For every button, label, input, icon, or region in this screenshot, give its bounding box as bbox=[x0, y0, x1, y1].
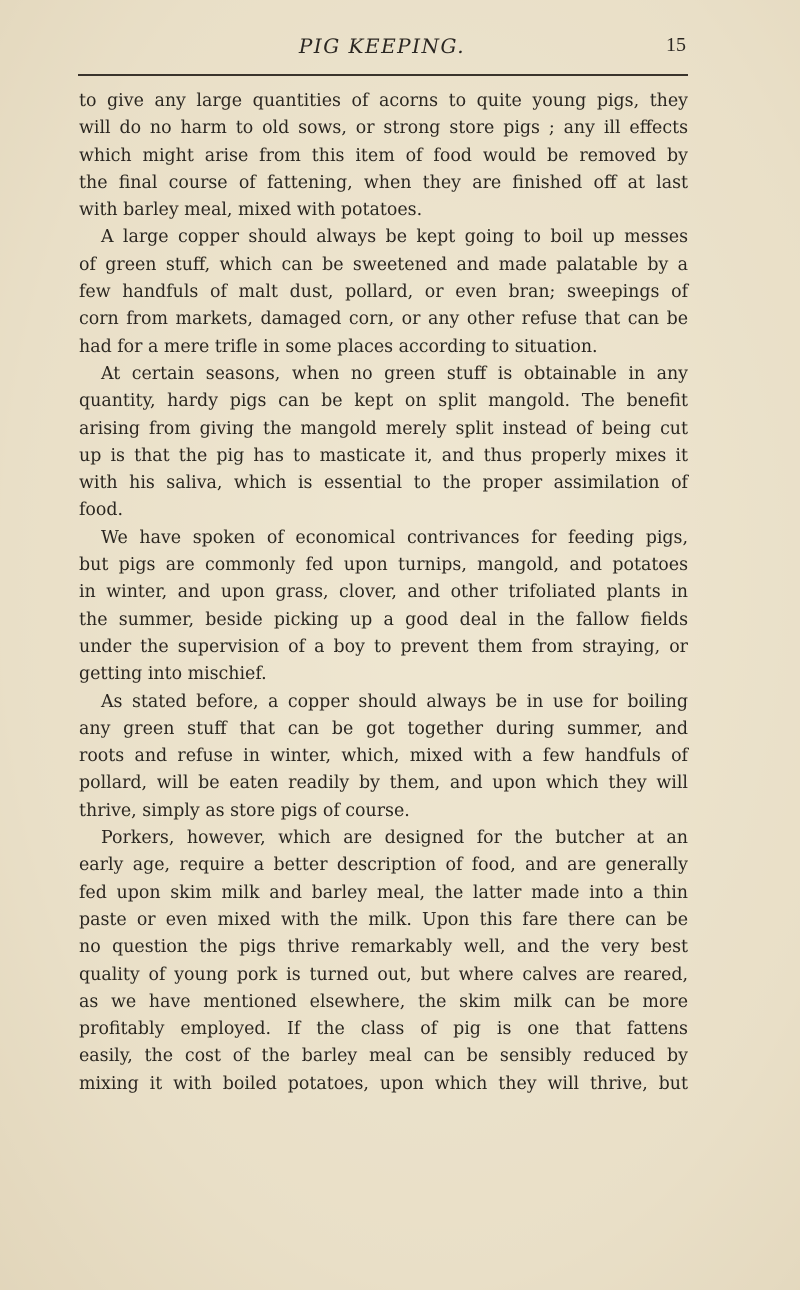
text-line: profitably employed. If the class of pig is one that fattens bbox=[79, 1019, 688, 1040]
text-line: early age, require a better description of food, and are generally bbox=[79, 855, 688, 876]
text-line: had for a mere trifle in some places according to situation. bbox=[79, 336, 598, 357]
text-line: At certain seasons, when no green stuff is obtainable in any bbox=[101, 363, 688, 384]
text-line: any green stuff that can be got together during summer, and bbox=[79, 718, 688, 739]
text-line: easily, the cost of the barley meal can be sensibly reduced by bbox=[79, 1046, 688, 1067]
text-line: paste or even mixed with the milk. Upon this fare there can be bbox=[79, 909, 688, 930]
text-line: As stated before, a copper should always be in use for boiling bbox=[101, 691, 688, 712]
page-header bbox=[78, 30, 686, 70]
text-line: but pigs are commonly fed upon turnips, mangold, and potatoes bbox=[79, 555, 688, 576]
text-line: of green stuff, which can be sweetened and made palatable by a bbox=[79, 254, 688, 275]
text-line: A large copper should always be kept going to boil up messes bbox=[101, 227, 688, 248]
text-line: corn from markets, damaged corn, or any other refuse that can be bbox=[79, 309, 688, 330]
text-line: thrive, simply as store pigs of course. bbox=[79, 800, 410, 821]
text-line: with his saliva, which is essential to the proper assimilation of bbox=[79, 473, 688, 494]
text-line: We have spoken of economical contrivances for feeding pigs, bbox=[101, 527, 688, 548]
text-line: few handfuls of malt dust, pollard, or even bran; sweepings of bbox=[79, 282, 688, 303]
running-title: PIG KEEPING. bbox=[298, 34, 466, 58]
text-line: the final course of fattening, when they are finished off at last bbox=[79, 172, 688, 193]
text-line: roots and refuse in winter, which, mixed with a few handfuls of bbox=[79, 746, 688, 767]
text-line: pollard, will be eaten readily by them, and upon which they will bbox=[79, 773, 688, 794]
text-line: arising from giving the mangold merely split instead of being cut bbox=[79, 418, 688, 439]
text-line: fed upon skim milk and barley meal, the latter made into a thin bbox=[79, 882, 688, 903]
paragraph bbox=[79, 525, 688, 689]
text-line: getting into mischief. bbox=[79, 664, 267, 685]
text-line: mixing it with boiled potatoes, upon which they will thrive, but bbox=[79, 1073, 688, 1094]
text-line: Porkers, however, which are designed for the butcher at an bbox=[101, 828, 688, 849]
paragraph bbox=[79, 689, 688, 825]
text-line: under the supervision of a boy to prevent them from straying, or bbox=[79, 636, 688, 657]
paragraph bbox=[79, 825, 688, 1098]
paragraph bbox=[79, 361, 688, 525]
text-line: which might arise from this item of food would be removed by bbox=[79, 145, 688, 166]
text-line: as we have mentioned elsewhere, the skim milk can be more bbox=[79, 991, 688, 1012]
paragraph bbox=[79, 224, 688, 360]
paragraph bbox=[79, 88, 688, 224]
text-line: the summer, beside picking up a good deal in the fallow fields bbox=[79, 609, 688, 630]
text-line: with barley meal, mixed with potatoes. bbox=[79, 200, 423, 221]
text-line: in winter, and upon grass, clover, and other trifoliated plants in bbox=[79, 582, 688, 603]
text-line: no question the pigs thrive remarkably well, and the very best bbox=[79, 937, 688, 958]
text-line: food. bbox=[79, 500, 124, 521]
text-line: will do no harm to old sows, or strong store pigs ; any ill effects bbox=[79, 118, 688, 139]
text-line: quality of young pork is turned out, but where calves are reared, bbox=[79, 964, 688, 985]
text-line: to give any large quantities of acorns to quite young pigs, they bbox=[79, 91, 688, 111]
body-text bbox=[79, 88, 688, 1098]
text-line: up is that the pig has to masticate it, and thus properly mixes it bbox=[79, 445, 688, 466]
page-number: 15 bbox=[666, 34, 686, 56]
header-rule bbox=[78, 74, 688, 76]
text-line: quantity, hardy pigs can be kept on split mangold. The benefit bbox=[79, 391, 688, 412]
